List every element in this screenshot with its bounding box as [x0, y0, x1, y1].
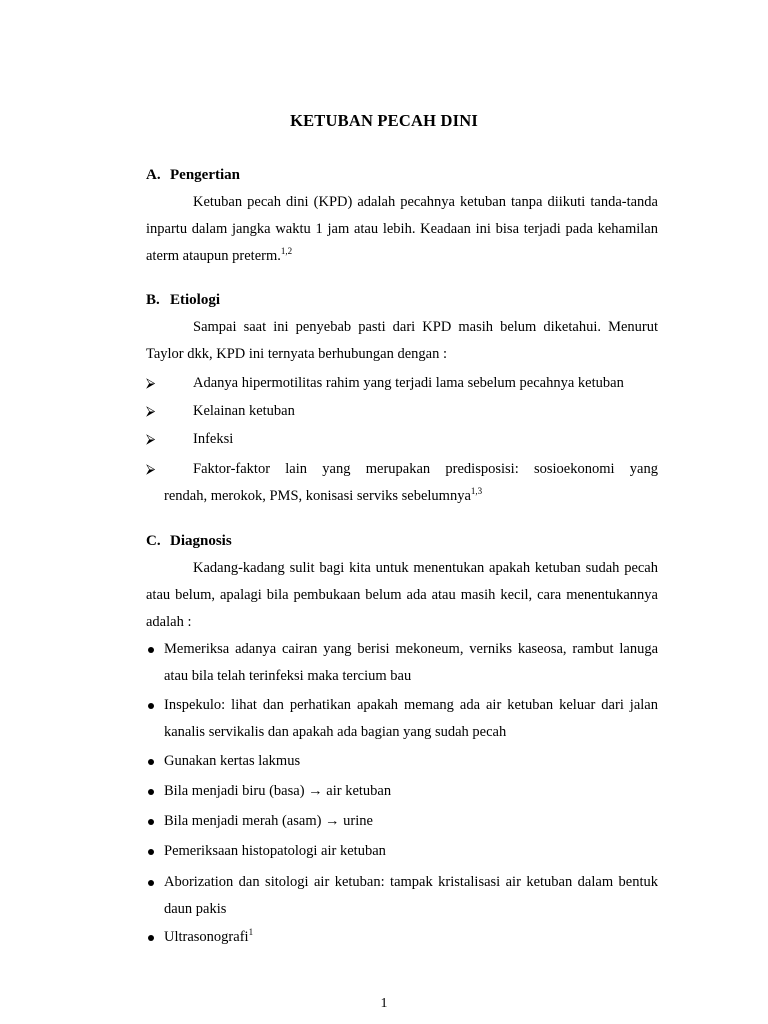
- arrowhead-icon: ⮚: [146, 462, 156, 477]
- list-item-text: Bila menjadi biru (basa) → air ketuban: [164, 783, 392, 799]
- section-c-title: Diagnosis: [170, 533, 232, 549]
- list-item: [146, 456, 658, 510]
- section-b-paragraph: Sampai saat ini penyebab pasti dari KPD masih belum diketahui. Menurut Taylor dkk, KPD ini ternyata berhubungan dengan :: [146, 319, 658, 362]
- section-a-paragraph: [146, 189, 658, 270]
- list-item-text: Aborization dan sitologi air ketuban: tampak kristalisasi air ketuban dalam bentuk daun pakis: [164, 874, 658, 917]
- list-item-text-line1: Faktor-faktor lain yang merupakan predisposisi: sosioekonomi yang: [193, 461, 658, 477]
- list-item-text-line2: [146, 483, 658, 510]
- list-item-text: [146, 924, 658, 951]
- bullet-icon: [148, 789, 154, 795]
- list-item-text: Gunakan kertas lakmus: [164, 753, 301, 769]
- list-item-label: Ultrasonografi: [164, 929, 249, 945]
- document-title: KETUBAN PECAH DINI: [290, 111, 478, 130]
- list-item: [146, 426, 658, 453]
- page-number: 1: [380, 996, 388, 1011]
- list-item-ref: 1,3: [470, 486, 483, 496]
- list-item: [146, 778, 658, 805]
- section-b-heading: [146, 292, 220, 309]
- bullet-icon: [148, 759, 154, 765]
- list-item: [146, 636, 658, 690]
- arrowhead-icon: ⮚: [146, 376, 156, 391]
- list-item: [146, 692, 658, 746]
- list-item-text-continuation: rendah, merokok, PMS, konisasi serviks sebelumnya: [164, 488, 471, 504]
- section-c-letter: C.: [146, 533, 161, 549]
- bullet-icon: [148, 849, 154, 855]
- list-item-text: Bila menjadi merah (asam) → urine: [164, 813, 373, 829]
- section-a-letter: A.: [146, 167, 161, 183]
- arrowhead-icon: ⮚: [146, 432, 156, 447]
- section-b-letter: B.: [146, 292, 160, 308]
- list-item: [146, 838, 658, 865]
- section-a-title: Pengertian: [170, 167, 240, 183]
- section-b-title: Etiologi: [170, 292, 221, 308]
- arrowhead-icon: ⮚: [146, 404, 156, 419]
- list-item-ref: 1: [248, 927, 254, 937]
- bullet-icon: [148, 703, 154, 709]
- section-a-heading: [146, 167, 240, 184]
- bullet-icon: [148, 647, 154, 653]
- section-a-text: Ketuban pecah dini (KPD) adalah pecahnya ketuban tanpa diikuti tanda-tanda inpartu dalam jangka waktu 1 jam atau lebih. Keadaan ini bisa terjadi pada kehamilan aterm ataupun preterm.: [146, 194, 658, 264]
- list-item: [146, 808, 658, 835]
- section-c-paragraph: Kadang-kadang sulit bagi kita untuk menentukan apakah ketuban sudah pecah atau belum, apalagi bila pembukaan belum ada atau masih kecil, cara menentukannya adalah :: [146, 560, 658, 630]
- list-item-text: Adanya hipermotilitas rahim yang terjadi lama sebelum pecahnya ketuban: [193, 375, 624, 391]
- list-item-text: Inspekulo: lihat dan perhatikan apakah memang ada air ketuban keluar dari jalan kanalis servikalis dan apakah ada bagian yang sudah pecah: [164, 697, 658, 740]
- bullet-icon: [148, 935, 154, 941]
- list-item: [146, 370, 658, 397]
- list-item: [146, 398, 658, 425]
- list-item: [146, 924, 658, 951]
- section-c-heading: [146, 533, 232, 550]
- list-item-text: Infeksi: [193, 431, 234, 447]
- list-item-text: Memeriksa adanya cairan yang berisi mekoneum, verniks kaseosa, rambut lanuga atau bila telah terinfeksi maka tercium bau: [164, 641, 658, 684]
- bullet-icon: [148, 819, 154, 825]
- list-item: [146, 748, 658, 775]
- list-item-text: Kelainan ketuban: [193, 403, 295, 419]
- list-item: [146, 869, 658, 923]
- bullet-icon: [148, 880, 154, 886]
- list-item-text: Pemeriksaan histopatologi air ketuban: [164, 843, 386, 859]
- section-a-ref: 1,2: [280, 246, 293, 256]
